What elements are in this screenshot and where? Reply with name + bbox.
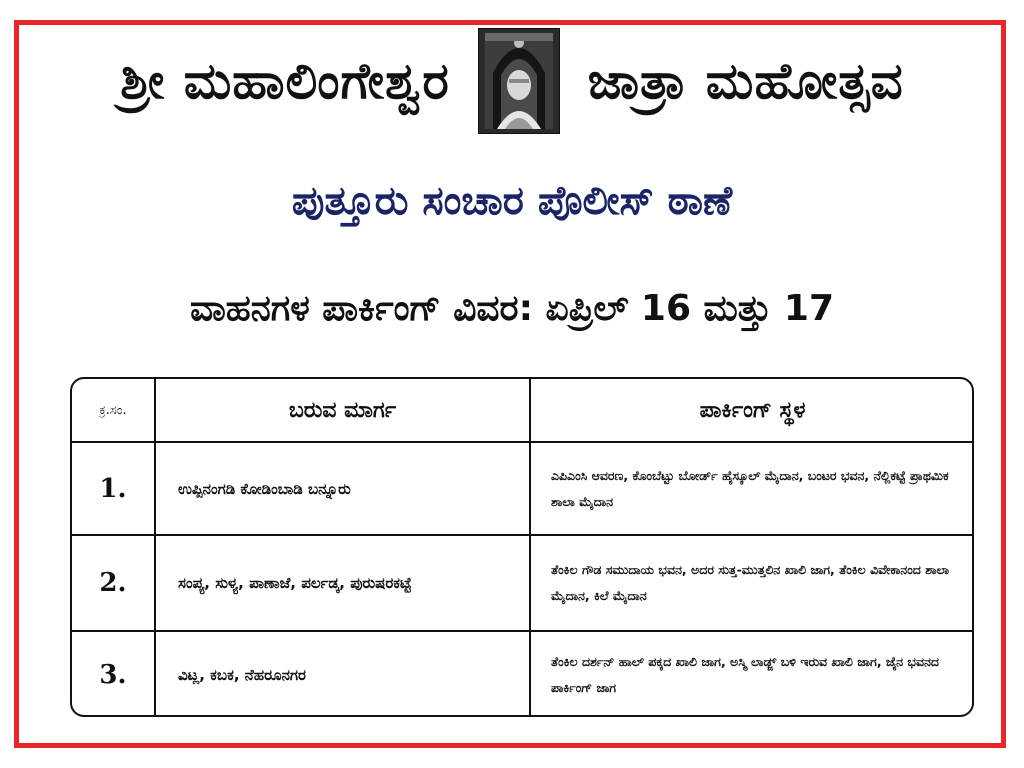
route-cell [156,632,531,717]
place-cell [531,536,974,630]
place-cell [531,632,974,717]
route-cell [156,443,531,534]
route-text: ಸಂಪ್ಯ, ಸುಳ್ಯ, ಪಾಣಾಜೆ, ಪರ್ಲಡ್ಕ, ಪುರುಷರಕಟ್ಟೆ [178,574,412,592]
table-row [72,443,972,536]
serial-cell [72,536,156,630]
route-text: ವಿಟ್ಲ, ಕಬಕ, ನೆಹರೂನಗರ [178,665,306,684]
poster-title [0,36,1024,126]
table-header-row [72,379,972,443]
serial-number: 2. [99,568,127,598]
title-right: ಜಾತ್ರಾ ಮಹೋತ್ಸವ [587,51,904,110]
route-cell [156,536,531,630]
table-row [72,632,972,717]
serial-number: 1. [99,473,127,504]
header-route: ಬರುವ ಮಾರ್ಗ [288,397,397,423]
place-cell [531,443,974,534]
title-left: ಶ್ರೀ ಮಹಾಲಿಂಗೇಶ್ವರ [120,51,450,110]
serial-number: 3. [99,659,127,690]
parking-table [70,377,974,717]
table-row [72,536,972,632]
serial-cell [72,443,156,534]
header-place-cell [531,379,974,441]
serial-cell [72,632,156,717]
header-serial: ಕ್ರ.ಸಂ. [99,402,127,418]
place-text: ತೆಂಕಿಲ ದರ್ಶನ್ ಹಾಲ್ ಪಕ್ಕದ ಖಾಲಿ ಜಾಗ, ಅಸ್ಮಿ ಲಾಡ್ಜ್ ಬಳಿ ಇರುವ ಖಾಲಿ ಜಾಗ, ಜೈನ ಭವನದ ಪಾರ್ಕಿಂಗ್ ಜಾಗ [551,653,940,695]
police-station-subtitle: ಪುತ್ತೂರು ಸಂಚಾರ ಪೊಲೀಸ್ ಠಾಣೆ [291,178,733,224]
header-serial-cell [72,379,156,441]
header-route-cell [156,379,531,441]
place-text: ತೆಂಕಿಲ ಗೌಡ ಸಮುದಾಯ ಭವನ, ಅದರ ಸುತ್ತ-ಮುತ್ತಲಿನ ಖಾಲಿ ಜಾಗ, ತೆಂಕಿಲ ವಿವೇಕಾನಂದ ಶಾಲಾ ಮೈದಾನ, ಕಿಲೆ ಮೈದಾನ [551,562,949,603]
header-place: ಪಾರ್ಕಿಂಗ್ ಸ್ಥಳ [699,397,806,423]
parking-details-heading: ವಾಹನಗಳ ಪಾರ್ಕಿಂಗ್ ವಿವರ: ಏಪ್ರಿಲ್ 16 ಮತ್ತು 17 [189,288,835,329]
deity-photo-icon [478,28,560,134]
route-text: ಉಪ್ಪಿನಂಗಡಿ ಕೋಡಿಂಬಾಡಿ ಬನ್ನೂರು [178,479,351,498]
place-text: ಎಪಿಎಂಸಿ ಆವರಣ, ಕೊಂಬೆಟ್ಟು ಬೋರ್ಡ್ ಹೈಸ್ಕೂಲ್ ಮೈದಾನ, ಬಂಟರ ಭವನ, ನೆಲ್ಲಿಕಟ್ಟೆ ಪ್ರಾಥಮಿಕ ಶಾಲಾ ಮೈದಾನ [551,467,949,509]
